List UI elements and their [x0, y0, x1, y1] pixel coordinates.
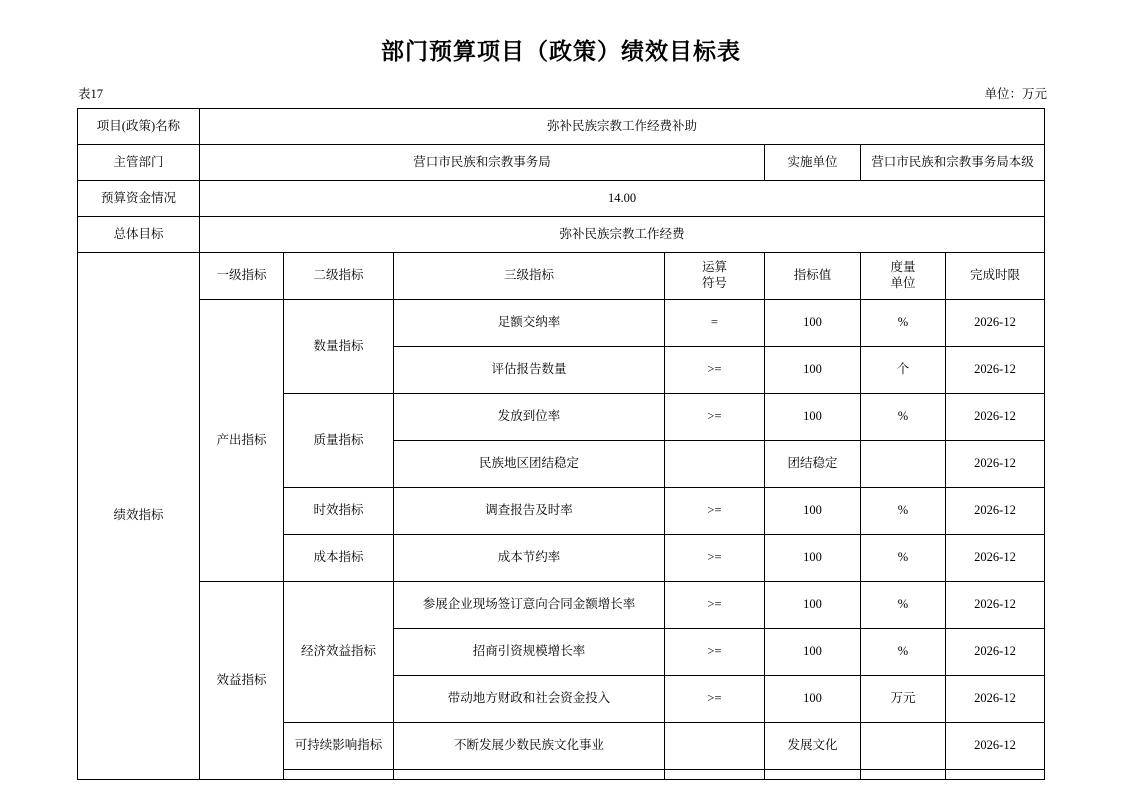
authority-value: 营口市民族和宗教事务局 — [199, 145, 764, 181]
level2-cell-empty — [283, 770, 393, 780]
level3-cell: 带动地方财政和社会资金投入 — [393, 676, 664, 723]
header-unit-line1: 度量 — [890, 260, 916, 275]
value-cell: 100 — [764, 676, 860, 723]
deadline-cell: 2026-12 — [945, 676, 1044, 723]
deadline-cell: 2026-12 — [945, 629, 1044, 676]
operator-cell: >= — [664, 582, 764, 629]
level2-cell: 经济效益指标 — [283, 582, 393, 723]
table-row — [77, 145, 1044, 181]
deadline-cell: 2026-12 — [945, 300, 1044, 347]
unit-cell — [860, 441, 945, 488]
operator-cell-empty — [664, 770, 764, 780]
implementing-label: 实施单位 — [764, 145, 860, 181]
unit-note: 单位：万元 — [984, 87, 1047, 101]
level1-cell: 效益指标 — [199, 582, 283, 780]
level2-cell: 数量指标 — [283, 300, 393, 394]
project-name-label: 项目(政策)名称 — [77, 109, 199, 145]
table-row — [77, 181, 1044, 217]
level2-cell: 可持续影响指标 — [283, 723, 393, 770]
unit-cell: 个 — [860, 347, 945, 394]
unit-cell: % — [860, 535, 945, 582]
overall-goal-label: 总体目标 — [77, 217, 199, 253]
value-cell: 100 — [764, 347, 860, 394]
level3-cell: 民族地区团结稳定 — [393, 441, 664, 488]
table-row — [77, 217, 1044, 253]
form-number: 表17 — [78, 87, 104, 101]
table-row — [77, 109, 1044, 145]
deadline-cell: 2026-12 — [945, 488, 1044, 535]
deadline-cell: 2026-12 — [945, 394, 1044, 441]
unit-cell: % — [860, 394, 945, 441]
project-name-value: 弥补民族宗教工作经费补助 — [199, 109, 1044, 145]
level2-cell: 成本指标 — [283, 535, 393, 582]
deadline-cell: 2026-12 — [945, 535, 1044, 582]
table-row — [77, 582, 1044, 629]
operator-cell: >= — [664, 629, 764, 676]
level2-cell: 质量指标 — [283, 394, 393, 488]
authority-label: 主管部门 — [77, 145, 199, 181]
header-operator-line1: 运算 — [701, 260, 727, 275]
header-unit — [860, 253, 945, 300]
deadline-cell: 2026-12 — [945, 723, 1044, 770]
operator-cell — [664, 441, 764, 488]
header-deadline: 完成时限 — [945, 253, 1044, 300]
table-header-row — [77, 253, 1044, 300]
operator-cell: >= — [664, 347, 764, 394]
deadline-cell-empty — [945, 770, 1044, 780]
value-cell: 100 — [764, 488, 860, 535]
budget-label: 预算资金情况 — [77, 181, 199, 217]
table-row — [77, 300, 1044, 347]
value-cell: 100 — [764, 582, 860, 629]
level3-cell: 参展企业现场签订意向合同金额增长率 — [393, 582, 664, 629]
value-cell: 100 — [764, 300, 860, 347]
header-operator-line2: 符号 — [701, 276, 727, 290]
operator-cell: >= — [664, 535, 764, 582]
level3-cell: 成本节约率 — [393, 535, 664, 582]
meta-row — [78, 84, 1047, 102]
unit-cell: % — [860, 629, 945, 676]
value-cell: 100 — [764, 535, 860, 582]
value-cell-empty — [764, 770, 860, 780]
header-value: 指标值 — [764, 253, 860, 300]
operator-cell: >= — [664, 488, 764, 535]
level3-cell: 调查报告及时率 — [393, 488, 664, 535]
level3-cell: 足额交纳率 — [393, 300, 664, 347]
level3-cell-empty — [393, 770, 664, 780]
unit-cell: % — [860, 488, 945, 535]
header-level1: 一级指标 — [199, 253, 283, 300]
value-cell: 100 — [764, 629, 860, 676]
unit-cell-empty — [860, 770, 945, 780]
level3-cell: 不断发展少数民族文化事业 — [393, 723, 664, 770]
level3-cell: 评估报告数量 — [393, 347, 664, 394]
overall-goal-value: 弥补民族宗教工作经费 — [199, 217, 1044, 253]
value-cell: 100 — [764, 394, 860, 441]
implementing-value: 营口市民族和宗教事务局本级 — [860, 145, 1044, 181]
level1-cell: 产出指标 — [199, 300, 283, 582]
level3-cell: 招商引资规模增长率 — [393, 629, 664, 676]
budget-value: 14.00 — [199, 181, 1044, 217]
value-cell: 团结稳定 — [764, 441, 860, 488]
operator-cell — [664, 723, 764, 770]
operator-cell: >= — [664, 394, 764, 441]
value-cell: 发展文化 — [764, 723, 860, 770]
unit-cell: 万元 — [860, 676, 945, 723]
perf-section-label: 绩效指标 — [77, 253, 199, 780]
deadline-cell: 2026-12 — [945, 441, 1044, 488]
header-level3: 三级指标 — [393, 253, 664, 300]
level2-cell: 时效指标 — [283, 488, 393, 535]
level3-cell: 发放到位率 — [393, 394, 664, 441]
header-operator — [664, 253, 764, 300]
performance-goal-table — [77, 108, 1045, 780]
operator-cell: >= — [664, 676, 764, 723]
unit-cell: % — [860, 300, 945, 347]
unit-cell — [860, 723, 945, 770]
header-level2: 二级指标 — [283, 253, 393, 300]
page-title: 部门预算项目（政策）绩效目标表 — [381, 38, 741, 64]
unit-cell: % — [860, 582, 945, 629]
deadline-cell: 2026-12 — [945, 347, 1044, 394]
operator-cell: = — [664, 300, 764, 347]
header-unit-line2: 单位 — [890, 276, 916, 290]
deadline-cell: 2026-12 — [945, 582, 1044, 629]
